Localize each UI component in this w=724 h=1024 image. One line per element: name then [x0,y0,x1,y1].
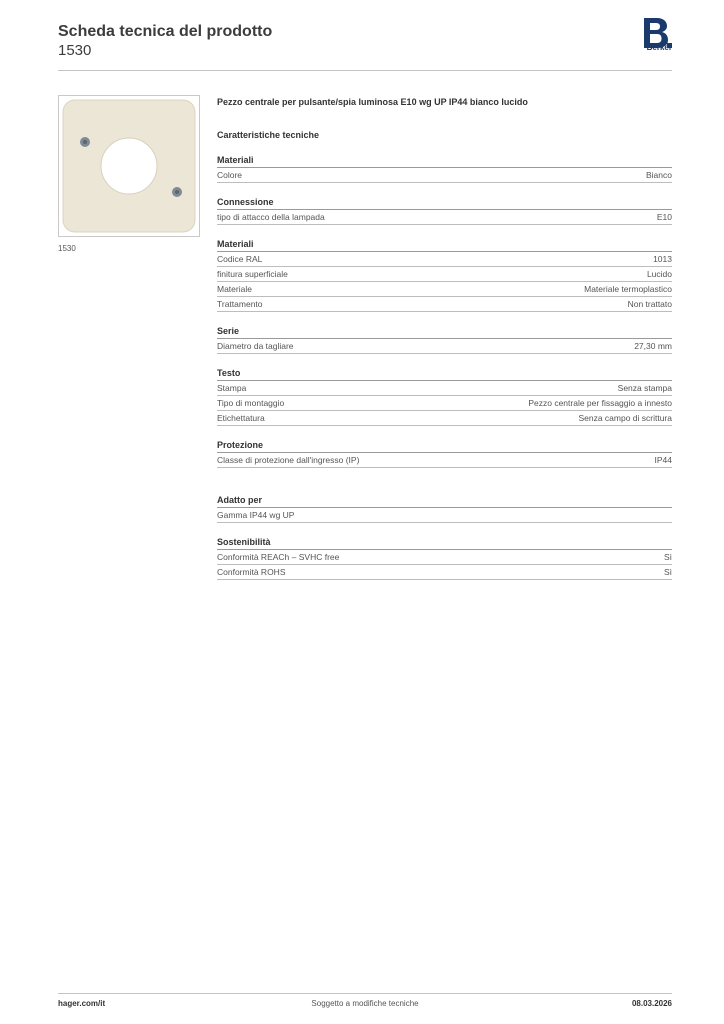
section-title: Testo [217,367,672,381]
footer-website-link[interactable]: hager.com/it [58,999,106,1008]
section-title: Connessione [217,196,672,210]
spec-label: Conformità ROHS [217,567,286,577]
section-materiali-1 [217,154,672,183]
spec-label: Classe di protezione dall'ingresso (IP) [217,455,360,465]
spec-row [217,508,672,523]
section-title: Adatto per [217,494,672,508]
spec-label: Etichettatura [217,413,265,423]
page-title: Scheda tecnica del prodotto [58,23,273,40]
spec-row [217,565,672,580]
spec-value: 1013 [653,254,672,264]
spec-row [217,210,672,225]
brand-name: Berker [646,43,672,52]
spec-value: Bianco [646,170,672,180]
image-caption: 1530 [58,244,76,253]
spec-row [217,282,672,297]
spec-value: 27,30 mm [634,341,672,351]
spec-row [217,453,672,468]
characteristics-heading: Caratteristiche tecniche [217,130,320,140]
spec-value: Senza campo di scrittura [578,413,672,423]
page-footer [58,993,672,1014]
spec-label: Colore [217,170,243,180]
spec-row [217,550,672,565]
product-image-frame [58,95,200,237]
spec-row [217,252,672,267]
section-title: Materiali [217,154,672,168]
section-testo [217,367,672,426]
spec-value: Materiale termoplastico [584,284,672,294]
section-adatto-per [217,494,672,523]
product-number: 1530 [58,42,92,59]
section-title: Sostenibilità [217,536,672,550]
spec-value: Sì [663,567,672,577]
spec-row [217,297,672,312]
footer-notice: Soggetto a modifiche tecniche [311,999,419,1008]
spec-row [217,396,672,411]
spec-value: Pezzo centrale per fissaggio a innesto [528,398,672,408]
spec-row [217,168,672,183]
spec-value: Non trattato [627,299,672,309]
section-serie [217,325,672,354]
spec-value: Sì [663,552,672,562]
product-title: Pezzo centrale per pulsante/spia luminosa E10 wg UP IP44 bianco lucido [217,97,528,107]
spec-label: Materiale [217,284,252,294]
spec-row [217,267,672,282]
section-materiali-2 [217,238,672,312]
spec-label: Tipo di montaggio [217,398,285,408]
spec-label: Gamma IP44 wg UP [217,510,295,520]
section-title: Materiali [217,238,672,252]
spec-value: IP44 [654,455,672,465]
spec-label: tipo di attacco della lampada [217,212,325,222]
spec-label: finitura superficiale [217,269,288,279]
spec-content [217,95,672,580]
spec-value: E10 [656,212,672,222]
spec-row [217,381,672,396]
product-image [59,96,199,236]
page-header [58,20,672,71]
section-protezione [217,439,672,468]
spec-label: Conformità REACh – SVHC free [217,552,340,562]
spec-label: Diametro da tagliare [217,341,294,351]
spec-row [217,339,672,354]
spec-value: Lucido [646,269,672,279]
spec-row [217,411,672,426]
spec-label: Codice RAL [217,254,263,264]
spec-label: Trattamento [217,299,263,309]
spec-value: Senza stampa [617,383,672,393]
section-title: Serie [217,325,672,339]
section-sostenibilita [217,536,672,580]
footer-date: 08.03.2026 [631,999,672,1008]
section-connessione [217,196,672,225]
spec-label: Stampa [217,383,247,393]
section-title: Protezione [217,439,672,453]
